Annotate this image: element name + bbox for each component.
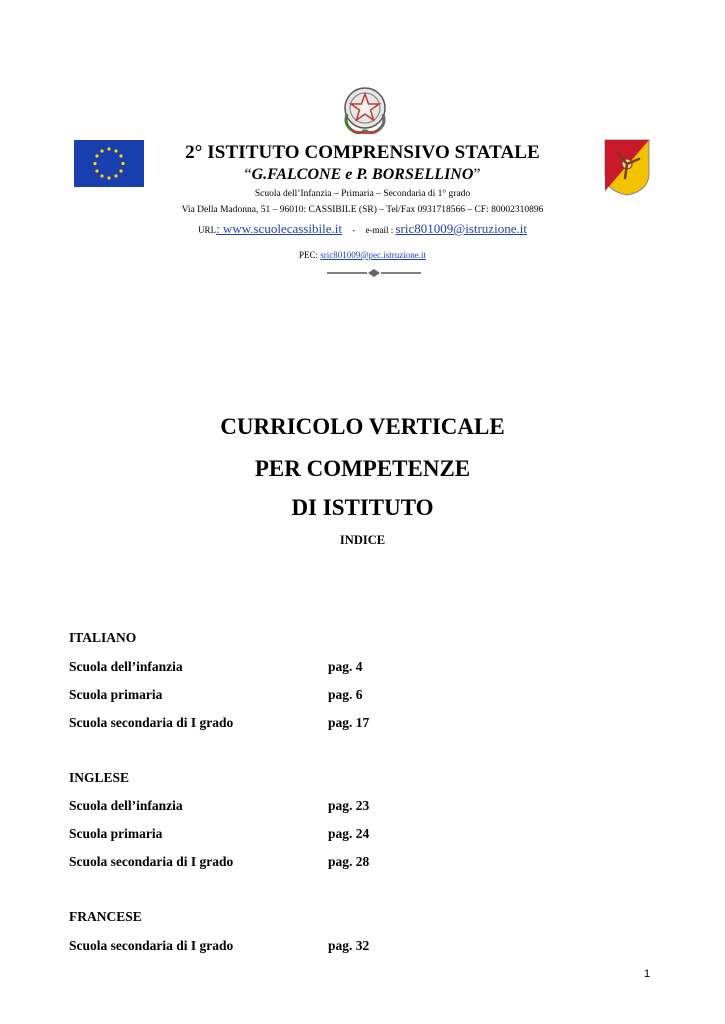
school-name: 2° ISTITUTO COMPRENSIVO STATALE — [185, 142, 540, 163]
doc-title-line-3: DI ISTITUTO — [291, 495, 434, 520]
quote-close: ” — [473, 166, 481, 183]
school-levels: Scuola dell’Infanzia – Primaria – Secondaria di 1° grado — [254, 189, 471, 199]
toc-row-page: pag. 23 — [328, 798, 370, 813]
contact-separator: - — [352, 225, 356, 235]
toc-row-label: Scuola primaria — [69, 687, 163, 702]
school-subtitle-text: G.FALCONE e P. BORSELLINO — [251, 166, 474, 183]
toc-row-page: pag. 24 — [328, 826, 370, 841]
toc-row-label: Scuola secondaria di I grado — [69, 938, 234, 953]
website-link[interactable]: : www.scuolecassibile.it — [216, 221, 342, 236]
eu-flag-icon — [74, 140, 144, 187]
index-heading: INDICE — [339, 533, 386, 547]
toc-subject-italiano: ITALIANO — [69, 630, 137, 645]
toc-row-page: pag. 4 — [328, 659, 363, 674]
sicily-flag-icon — [604, 139, 650, 196]
pec-label: PEC: — [298, 250, 318, 260]
contact-line — [150, 221, 575, 237]
pec-link[interactable]: sric801009@pec.istruzione.it — [320, 250, 427, 260]
toc-row-page: pag. 6 — [328, 687, 363, 702]
email-link[interactable]: sric801009@istruzione.it — [395, 221, 527, 236]
toc-subject-francese: FRANCESE — [69, 909, 142, 924]
school-subtitle — [150, 166, 575, 184]
toc-row-page: pag. 17 — [328, 715, 370, 730]
school-address: Via Della Madonna, 51 – 96010: CASSIBILE (SR) – Tel/Fax 0931718566 – CF: 80002310896 — [181, 205, 544, 215]
doc-title-line-1: CURRICOLO VERTICALE — [220, 414, 505, 439]
toc-row-label: Scuola dell’infanzia — [69, 659, 183, 674]
toc-subject-inglese: INGLESE — [69, 770, 130, 785]
quote-open: “ — [244, 166, 252, 183]
italian-emblem-icon — [339, 84, 391, 138]
pec-line — [150, 250, 575, 260]
url-label: URL — [198, 225, 217, 235]
toc-row-page: pag. 28 — [328, 854, 370, 869]
toc-row-label: Scuola secondaria di I grado — [69, 715, 234, 730]
email-label: e-mail : — [365, 225, 394, 235]
doc-title-line-2: PER COMPETENZE — [254, 456, 471, 481]
divider-ornament-icon — [327, 268, 421, 278]
page-number: 1 — [644, 968, 651, 980]
toc-row-label: Scuola dell’infanzia — [69, 798, 183, 813]
toc-row-page: pag. 32 — [328, 938, 370, 953]
toc-row-label: Scuola secondaria di I grado — [69, 854, 234, 869]
toc-row-label: Scuola primaria — [69, 826, 163, 841]
